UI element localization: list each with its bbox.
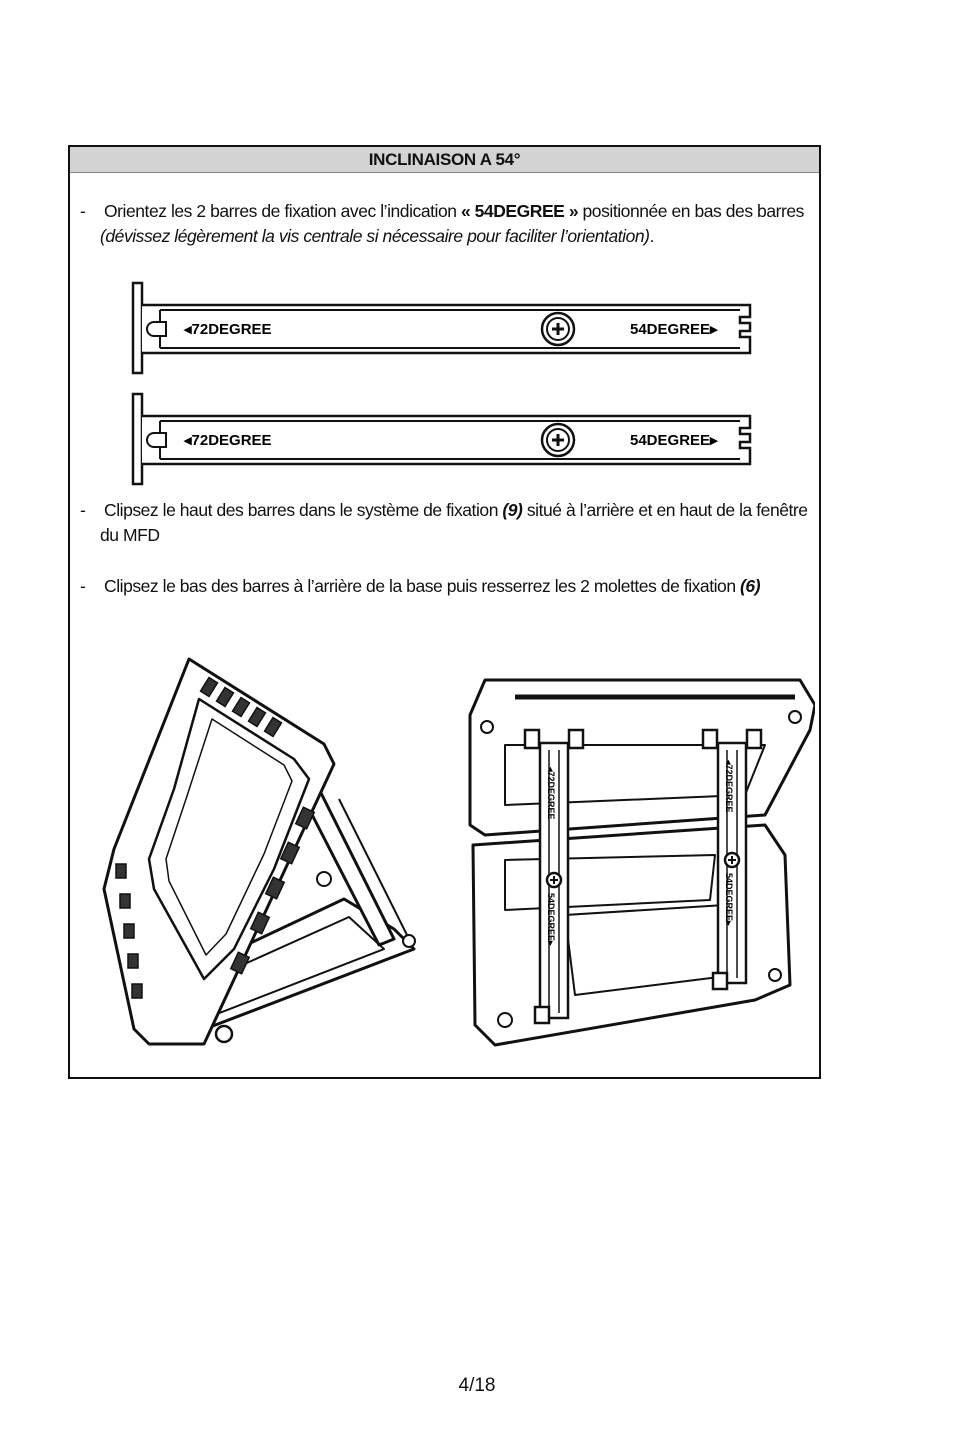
step-2-text-a: Clipsez le haut des barres dans le système de fixation <box>104 500 503 520</box>
step-2-text-b: situé à l’arrière et en haut de la fenêtre du MFD <box>100 500 808 545</box>
step-1-text-c: . <box>649 226 654 246</box>
step-3 <box>80 574 808 599</box>
mfd-side-view-illustration <box>94 649 424 1054</box>
step-2-text <box>80 498 808 548</box>
step-1-text <box>80 199 808 249</box>
page-number: 4/18 <box>458 1375 496 1396</box>
step-1-italic: (dévissez légèrement la vis centrale si nécessaire pour faciliter l’orientation) <box>100 226 650 246</box>
step-3-ref: (6) <box>740 576 761 596</box>
bar-left-label: ◂72DEGREE <box>184 432 272 449</box>
step-1-text-a: Orientez les 2 barres de fixation avec l’indication <box>104 201 461 221</box>
step-1 <box>80 199 808 249</box>
rear-bar-bottom-label: 54DEGREE▸ <box>546 893 556 946</box>
mfd-rear-view-illustration <box>465 675 815 1047</box>
step-3-text <box>80 574 808 599</box>
bullet-dash: - <box>80 500 86 520</box>
step-1-text-b: positionnée en bas des barres <box>578 201 804 221</box>
bar-right-label: 54DEGREE▸ <box>630 321 718 338</box>
step-3-text-a: Clipsez le bas des barres à l’arrière de la base puis resserrez les 2 molettes de fixation <box>104 576 741 596</box>
fixation-bar-diagram-1 <box>128 281 758 377</box>
bullet-dash: - <box>80 201 86 221</box>
rear-bar-bottom-label: 54DEGREE▸ <box>724 873 734 926</box>
bar-left-label: ◂72DEGREE <box>184 321 272 338</box>
step-2-ref: (9) <box>502 500 523 520</box>
instruction-box <box>68 145 821 1079</box>
rear-bar-top-label: ◂72DEGREE <box>724 760 734 813</box>
fixation-bar-diagram-2 <box>128 392 758 488</box>
bullet-dash: - <box>80 576 86 596</box>
bar-right-label: 54DEGREE▸ <box>630 432 718 449</box>
step-1-bold: « 54DEGREE » <box>460 201 579 221</box>
section-title: INCLINAISON A 54° <box>70 147 819 173</box>
step-2 <box>80 498 808 548</box>
rear-bar-top-label: ◂72DEGREE <box>546 767 556 820</box>
